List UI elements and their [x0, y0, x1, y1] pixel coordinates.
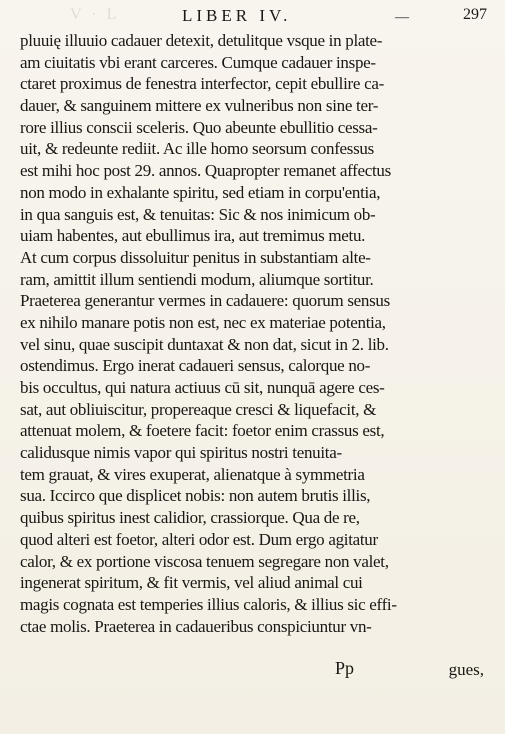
text-line: in qua sanguis est, & tenuitas: Sic & nos inimicum ob-	[20, 204, 376, 224]
text-line: quod alteri est foetor, alteri odor est. Dum ergo agitatur	[20, 529, 378, 549]
text-line: est mihi hoc post 29. annos. Quapropter remanet affectus	[20, 161, 391, 181]
text-line: pluuię illuuio cadauer detexit, detulitque vsque in plate-	[20, 31, 383, 50]
text-line: am ciuitatis vbi erant carceres. Cumque cadauer inspe-	[20, 52, 376, 72]
signature-mark: Pp	[335, 658, 355, 678]
text-line: bis occultus, qui natura actiuus cū sit, nunquā agere ces-	[20, 378, 385, 397]
text-line: ram, amittit illum sentiendi modum, aliumque sortitur.	[20, 269, 374, 289]
text-line: dauer, & sanguinem mittere ex vulneribus non sine ter-	[20, 96, 379, 116]
text-line: Praeterea generantur vermes in cadauere: quorum sensus	[20, 291, 390, 311]
text-line: uiam habentes, aut ebullimus ira, aut tremimus metu.	[20, 226, 366, 246]
text-line: calidusque nimis vapor qui spiritus nostri tenuita-	[20, 443, 342, 463]
text-line: At cum corpus dissoluitur penitus in substantiam alte-	[20, 247, 371, 267]
catchword: gues,	[448, 660, 484, 679]
page-number: 297	[463, 6, 487, 23]
text-line: sua. Iccirco que displicet nobis: non autem brutis illis,	[20, 486, 371, 506]
text-line: vel sinu, quae suscipit duntaxat & non dat, sicut in 2. lib.	[20, 334, 389, 354]
text-line: ctae molis. Praeterea in cadaueribus conspiciuntur vn-	[20, 616, 372, 636]
header-dash: —	[395, 10, 409, 25]
text-line: ex nihilo manare potis non est, nec ex materiae potentia,	[20, 312, 386, 332]
running-head: LIBER IV.	[182, 6, 292, 25]
text-line: sat, aut obliuiscitur, propereaque cresci & liquefacit, &	[20, 399, 377, 419]
text-line: attenuat molem, & foetere facit: foetor enim crassus est,	[20, 421, 385, 441]
text-line: uit, & redeunte rediit. Ac ille homo seorsum confessus	[20, 139, 374, 159]
page-footer	[20, 658, 488, 682]
text-line: rore illius conscii sceleris. Quo abeunte ebullitio cessa-	[20, 117, 378, 137]
text-line: calor, & ex portione viscosa tenuem segregare non valet,	[20, 551, 389, 571]
page-header	[182, 6, 487, 28]
text-line: magis cognata est temperies illius caloris, & illius sic effi-	[20, 594, 397, 614]
text-line: tem grauat, & vires exuperat, alienatque à symmetria	[20, 464, 365, 484]
text-line: non modo in exhalante spiritu, sed etiam in corpu'entia,	[20, 182, 381, 202]
text-line: ctaret proximus de fenestra interfector, cepit ebullire ca-	[20, 74, 384, 94]
text-line: ostendimus. Ergo inerat cadaueri sensus, calorque no-	[20, 356, 371, 376]
text-line: ingenerat spiritum, & fit vermis, vel aliud animal cui	[20, 573, 363, 593]
text-line: quibus spiritus inest calidior, crassiorque. Qua de re,	[20, 508, 360, 528]
body-text	[20, 30, 488, 637]
bleed-through-text: V · L	[70, 6, 120, 23]
